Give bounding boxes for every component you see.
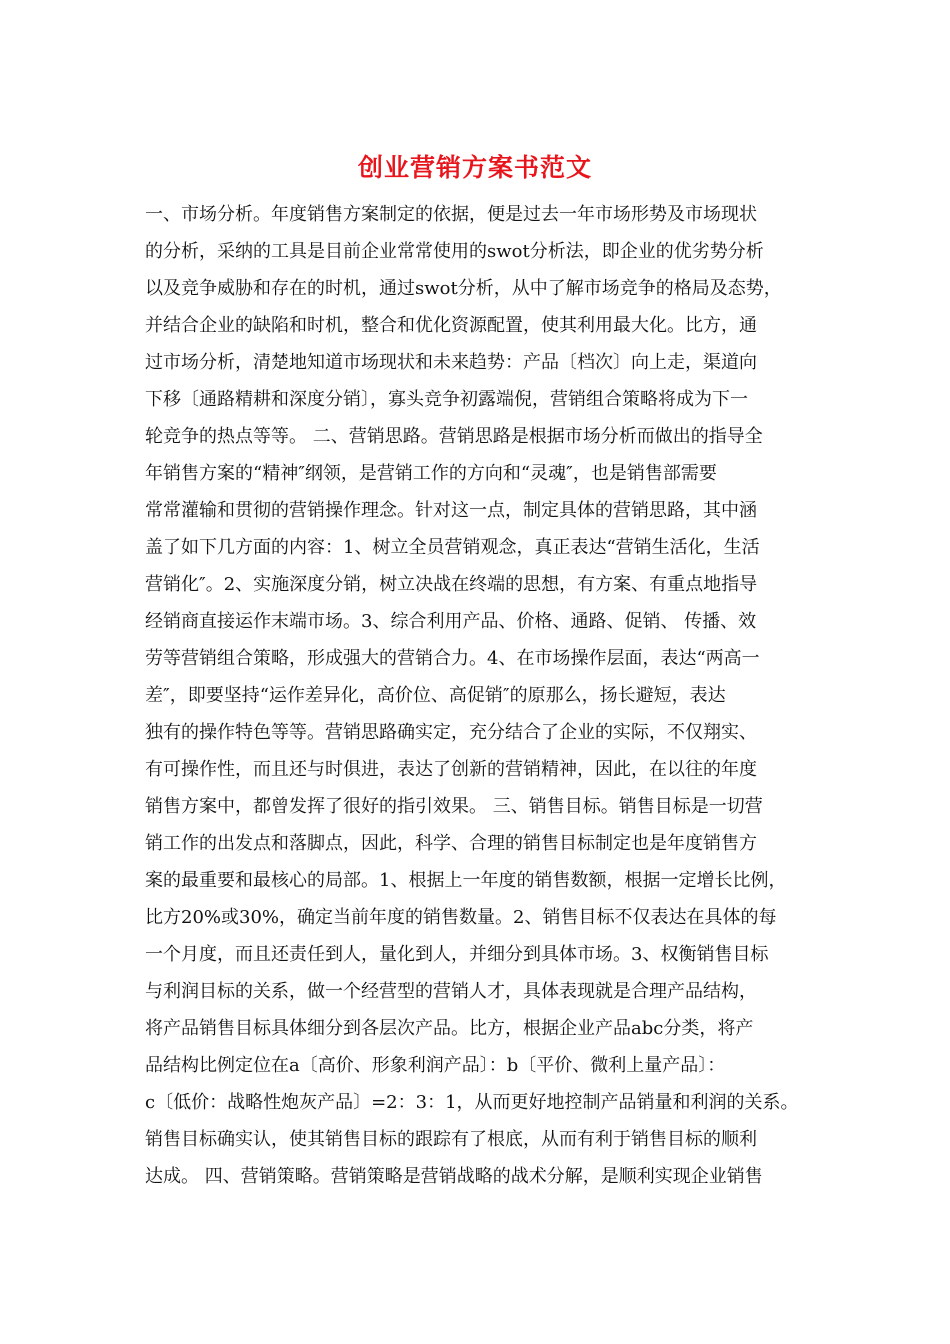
body-line: 独有的操作特色等等。营销思路确实定，充分结合了企业的实际，不仅翔实、 xyxy=(145,722,757,743)
document-title: 创业营销方案书范文 xyxy=(357,153,592,182)
body-line: 一、市场分析。年度销售方案制定的依据，便是过去一年市场形势及市场现状 xyxy=(145,204,757,225)
body-line: 品结构比例定位在a〔高价、形象利润产品〕：b〔平价、微利上量产品〕： xyxy=(145,1055,726,1076)
body-line: 劳等营销组合策略，形成强大的营销合力。4、在市场操作层面，表达“两高一 xyxy=(145,648,760,669)
body-line: 差″，即要坚持“运作差异化，高价位、高促销″的原那么，扬长避短，表达 xyxy=(145,685,726,706)
body-line: 将产品销售目标具体细分到各层次产品。比方，根据企业产品abc分类，将产 xyxy=(145,1018,754,1039)
body-line: 一个月度，而且还责任到人，量化到人，并细分到具体市场。3、权衡销售目标 xyxy=(145,944,769,965)
body-line: 销售方案中，都曾发挥了很好的指引效果。 三、销售目标。销售目标是一切营 xyxy=(145,796,763,817)
body-line: 轮竞争的热点等等。 二、营销思路。营销思路是根据市场分析而做出的指导全 xyxy=(145,426,763,447)
body-line: 销工作的出发点和落脚点，因此，科学、合理的销售目标制定也是年度销售方 xyxy=(145,833,757,854)
body-line: 的分析，采纳的工具是目前企业常常使用的swot分析法，即企业的优劣势分析 xyxy=(145,241,764,262)
body-line: 以及竞争威胁和存在的时机，通过swot分析，从中了解市场竞争的格局及态势， xyxy=(145,278,782,299)
body-line: 经销商直接运作末端市场。3、综合利用产品、价格、通路、促销、 传播、效 xyxy=(145,611,757,632)
body-line: c〔低价：战略性炮灰产品〕=2：3：1，从而更好地控制产品销量和利润的关系。 xyxy=(145,1092,799,1113)
body-line: 并结合企业的缺陷和时机，整合和优化资源配置，使其利用最大化。比方，通 xyxy=(145,315,757,336)
body-line: 达成。 四、营销策略。营销策略是营销战略的战术分解，是顺利实现企业销售 xyxy=(145,1166,763,1187)
body-line: 销售目标确实认，使其销售目标的跟踪有了根底，从而有利于销售目标的顺利 xyxy=(145,1129,757,1150)
body-line: 下移〔通路精耕和深度分销〕，寡头竞争初露端倪，营销组合策略将成为下一 xyxy=(145,389,748,410)
body-line: 常常灌输和贯彻的营销操作理念。针对这一点，制定具体的营销思路，其中涵 xyxy=(145,500,757,521)
body-line: 盖了如下几方面的内容：1、树立全员营销观念，真正表达“营销生活化，生活 xyxy=(145,537,760,558)
document-body xyxy=(145,196,825,1195)
body-line: 过市场分析，清楚地知道市场现状和未来趋势：产品〔档次〕向上走，渠道向 xyxy=(145,352,757,373)
body-line: 年销售方案的“精神″纲领，是营销工作的方向和“灵魂″，也是销售部需要 xyxy=(145,463,717,484)
body-line: 营销化″。2、实施深度分销，树立决战在终端的思想，有方案、有重点地指导 xyxy=(145,574,758,595)
body-line: 案的最重要和最核心的局部。1、根据上一年度的销售数额，根据一定增长比例， xyxy=(145,870,787,891)
body-line: 有可操作性，而且还与时俱进，表达了创新的营销精神，因此，在以往的年度 xyxy=(145,759,757,780)
body-line: 与利润目标的关系，做一个经营型的营销人才，具体表现就是合理产品结构， xyxy=(145,981,757,1002)
body-line: 比方20%或30%，确定当前年度的销售数量。2、销售目标不仅表达在具体的每 xyxy=(145,907,777,928)
